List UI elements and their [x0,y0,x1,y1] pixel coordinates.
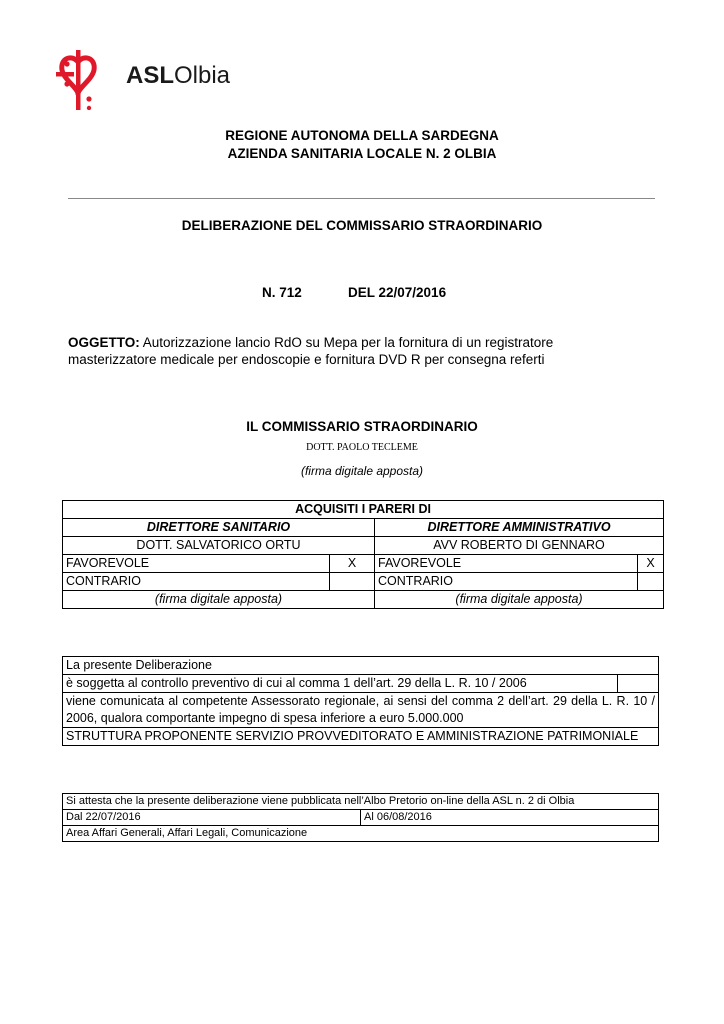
left-favorevole-label: FAVOREVOLE [63,555,330,573]
left-name: DOTT. SALVATORICO ORTU [63,537,375,555]
left-contrario-label: CONTRARIO [63,573,330,591]
deliberation-number: N. 712 [262,285,302,300]
left-signature: (firma digitale apposta) [63,591,375,609]
opinions-header: ACQUISITI I PARERI DI [63,501,664,519]
publication-office: Area Affari Generali, Affari Legali, Comunicazione [63,826,659,842]
opinions-table [62,500,664,609]
divider [68,198,655,199]
left-favorevole-mark: X [330,555,375,573]
subject-label: OGGETTO: [68,335,140,350]
publication-from: Dal 22/07/2016 [63,810,361,826]
left-role: DIRETTORE SANITARIO [63,519,375,537]
publication-table [62,793,659,842]
right-role: DIRETTORE AMMINISTRATIVO [375,519,664,537]
control-communication: viene comunicata al competente Assessorato regionale, ai sensi del comma 2 dell’art. 29 della L. R. 10 / 2006, qualora comportante impegno di spesa inferiore a euro 5.000.000 [63,693,659,728]
subject-line-1: Autorizzazione lancio RdO su Mepa per la fornitura di un registratore [142,335,554,350]
left-contrario-mark [330,573,375,591]
header-agency: AZIENDA SANITARIA LOCALE N. 2 OLBIA [227,146,497,161]
control-preventive-mark [618,675,659,693]
proposing-structure: STRUTTURA PROPONENTE SERVIZIO PROVVEDITORATO E AMMINISTRAZIONE PATRIMONIALE [63,728,659,746]
control-preventive: è soggetta al controllo preventivo di cui al comma 1 dell’art. 29 della L. R. 10 / 2006 [63,675,618,693]
right-contrario-label: CONTRARIO [375,573,638,591]
document-title: DELIBERAZIONE DEL COMMISSARIO STRAORDINARIO [181,218,543,233]
commissioner-name: DOTT. PAOLO TECLEME [306,442,418,453]
right-signature: (firma digitale apposta) [375,591,664,609]
right-favorevole-mark: X [638,555,664,573]
deliberation-date: DEL 22/07/2016 [348,285,447,300]
subject-line-2: masterizzatore medicale per endoscopie e fornitura DVD R per consegna referti [68,352,545,367]
subject [68,335,553,350]
right-name: AVV ROBERTO DI GENNARO [375,537,664,555]
logo-wordmark: ASLOlbia [126,62,231,89]
commissioner-title: IL COMMISSARIO STRAORDINARIO [246,419,478,434]
right-favorevole-label: FAVOREVOLE [375,555,638,573]
right-contrario-mark [638,573,664,591]
control-intro: La presente Deliberazione [63,657,659,675]
publication-to: Al 06/08/2016 [361,810,659,826]
commissioner-signature: (firma digitale apposta) [300,464,424,478]
publication-statement: Si attesta che la presente deliberazione viene pubblicata nell’Albo Pretorio on-line della ASL n. 2 di Olbia [63,794,659,810]
control-table [62,656,659,746]
header-region: REGIONE AUTONOMA DELLA SARDEGNA [225,128,499,143]
